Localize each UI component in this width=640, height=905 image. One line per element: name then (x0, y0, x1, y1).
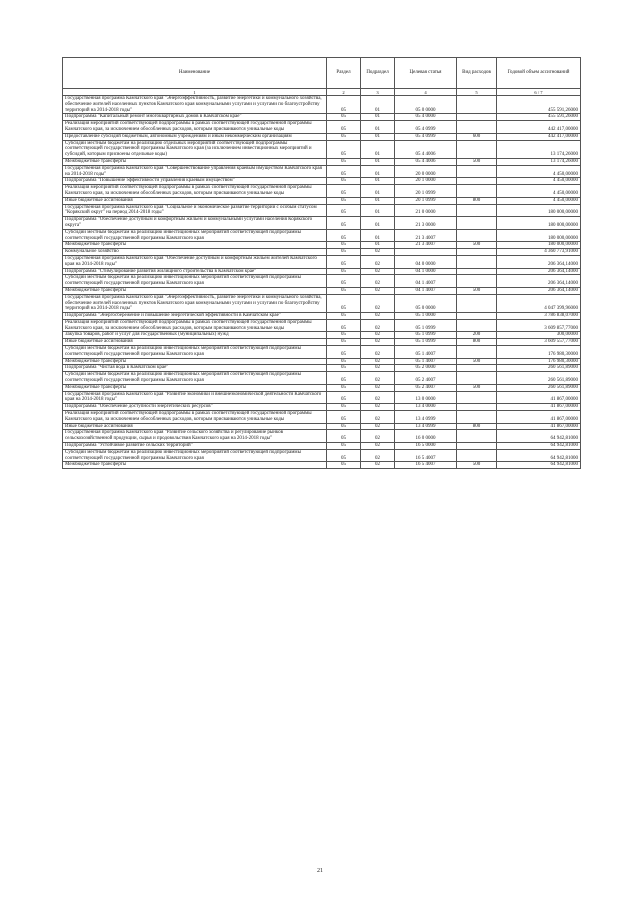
cell-podrazdel: 01 (361, 197, 395, 204)
table-row (63, 229, 581, 242)
cell-csr (395, 249, 457, 256)
cell-vr (457, 96, 497, 114)
cell-csr: 20 1 0000 (395, 178, 457, 185)
cell-vr: 800 (457, 423, 497, 430)
cell-csr: 21 3 4007 (395, 242, 457, 249)
cell-name: Субсидии местным бюджетам на реализацию инвестиционных мероприятий соответствующей подпрограммы соответствующей государственной программы Камчатского края (63, 275, 327, 288)
budget-table (62, 57, 581, 469)
cell-vr (457, 411, 497, 424)
cell-name: Иные бюджетные ассигнования (63, 339, 327, 346)
cell-podrazdel: 02 (361, 268, 395, 275)
cell-csr: 13 4 0000 (395, 404, 457, 411)
cell-sum: 64 942,81000 (497, 430, 581, 443)
cell-podrazdel: 02 (361, 430, 395, 443)
cell-podrazdel: 02 (361, 339, 395, 346)
column-number: 3 (376, 90, 379, 95)
cell-podrazdel: 02 (361, 404, 395, 411)
cell-name: Субсидии местным бюджетам на реализацию инвестиционных мероприятий соответствующей подпрограммы соответствующей государственной программы Камчатского края (63, 229, 327, 242)
cell-vr (457, 140, 497, 158)
cell-razdel: 05 (327, 217, 361, 230)
cell-vr: 200 (457, 332, 497, 339)
page-number: 21 (317, 868, 323, 874)
cell-name: Подпрограмма "Обеспечение доступности энергетических ресурсов" (63, 404, 327, 411)
cell-podrazdel: 01 (361, 133, 395, 140)
table-row (63, 133, 581, 140)
cell-name: Реализация мероприятий соответствующей подпрограммы в рамках соответствующей государственной программы Камчатского края, за исключением обособленных расходов, которым присваиваются уникальные коды (63, 121, 327, 134)
cell-name: Субсидии местным бюджетам на реализацию инвестиционных мероприятий соответствующей подпрограммы соответствующей государственной программы Камчатского края (63, 449, 327, 462)
cell-sum: 13 174,26000 (497, 158, 581, 165)
cell-sum: 4 450,00000 (497, 178, 581, 185)
cell-name: Межбюджетные трансферты (63, 358, 327, 365)
cell-podrazdel: 02 (361, 346, 395, 359)
header-csr: Целевая статья (395, 58, 457, 89)
cell-vr (457, 268, 497, 275)
table-row (63, 96, 581, 114)
cell-vr (457, 121, 497, 134)
cell-vr: 500 (457, 242, 497, 249)
cell-sum: 455 591,26000 (497, 114, 581, 121)
header-razdel: Раздел (327, 58, 361, 89)
cell-sum: 41 867,00000 (497, 423, 581, 430)
cell-csr: 05 1 0999 (395, 332, 457, 339)
cell-name: Реализация мероприятий соответствующей подпрограммы в рамках соответствующей государственной программы Камчатского края, за исключением обособленных расходов, которым присваиваются уникальные коды (63, 319, 327, 332)
cell-csr: 05 4 0999 (395, 133, 457, 140)
table-row (63, 268, 581, 275)
cell-podrazdel: 02 (361, 384, 395, 391)
cell-sum: 4 450,00000 (497, 165, 581, 178)
cell-vr (457, 114, 497, 121)
cell-name: Подпрограмма "Обеспечение доступным и комфортным жильем и коммунальными услугами населения Корякского округа" (63, 217, 327, 230)
cell-sum: 206 364,14000 (497, 287, 581, 294)
cell-razdel: 05 (327, 365, 361, 372)
cell-podrazdel: 01 (361, 96, 395, 114)
cell-sum: 206 364,14000 (497, 275, 581, 288)
cell-sum: 64 942,81000 (497, 462, 581, 469)
cell-podrazdel: 02 (361, 411, 395, 424)
cell-vr: 500 (457, 358, 497, 365)
cell-name: Подпрограмма "Капитальный ремонт многоквартирных домов в Камчатском крае" (63, 114, 327, 121)
cell-csr: 13 4 0999 (395, 423, 457, 430)
cell-podrazdel: 02 (361, 313, 395, 320)
cell-razdel: 05 (327, 423, 361, 430)
cell-csr: 04 1 4007 (395, 275, 457, 288)
cell-sum: 4 450,00000 (497, 185, 581, 198)
cell-sum: 300,00000 (497, 332, 581, 339)
cell-podrazdel: 01 (361, 121, 395, 134)
cell-razdel: 05 (327, 411, 361, 424)
cell-podrazdel: 02 (361, 462, 395, 469)
cell-razdel: 05 (327, 275, 361, 288)
cell-csr: 05 1 4007 (395, 358, 457, 365)
cell-csr: 05 2 4007 (395, 372, 457, 385)
cell-name: Межбюджетные трансферты (63, 384, 327, 391)
cell-csr: 20 1 0999 (395, 185, 457, 198)
cell-vr (457, 275, 497, 288)
cell-razdel: 05 (327, 430, 361, 443)
cell-vr (457, 319, 497, 332)
cell-name: Государственная программа Камчатского края "Энергоэффективность, развитие энергетики и коммунального хозяйства, обеспечение жителей населенных пунктов Камчатского края коммунальными услугами и услугами по благоустройству территорий на 2014-2018 годы" (63, 294, 327, 312)
column-number: 7 (540, 90, 543, 95)
cell-csr: 05 1 0999 (395, 339, 457, 346)
cell-sum: 260 561,89000 (497, 372, 581, 385)
cell-name: Подпрограмма "Энергосбережение и повышение энергетической эффективности в Камчатском крае" (63, 313, 327, 320)
cell-razdel: 05 (327, 339, 361, 346)
cell-razdel: 05 (327, 114, 361, 121)
table-row (63, 372, 581, 385)
cell-name: Подпрограмма "Повышение эффективности управления краевым имуществом" (63, 178, 327, 185)
cell-csr: 05 0 0000 (395, 294, 457, 312)
table-row (63, 287, 581, 294)
header-podrazdel: Подраздел (361, 58, 395, 89)
cell-razdel: 05 (327, 391, 361, 404)
cell-csr: 21 3 0000 (395, 217, 457, 230)
cell-vr (457, 217, 497, 230)
cell-vr (457, 449, 497, 462)
cell-razdel: 05 (327, 384, 361, 391)
cell-razdel: 05 (327, 197, 361, 204)
cell-razdel: 05 (327, 178, 361, 185)
cell-podrazdel: 01 (361, 140, 395, 158)
cell-name: Реализация мероприятий соответствующей подпрограммы в рамках соответствующей государственной программы Камчатского края, за исключением обособленных расходов, которым присваиваются уникальные коды (63, 411, 327, 424)
table-row (63, 449, 581, 462)
cell-razdel: 05 (327, 121, 361, 134)
cell-podrazdel: 01 (361, 229, 395, 242)
cell-sum: 180 000,00000 (497, 229, 581, 242)
cell-razdel: 05 (327, 346, 361, 359)
cell-podrazdel: 01 (361, 242, 395, 249)
table-header-row (63, 58, 581, 89)
cell-razdel: 05 (327, 185, 361, 198)
cell-csr: 05 2 4007 (395, 384, 457, 391)
cell-podrazdel: 01 (361, 178, 395, 185)
cell-sum: 442 417,00000 (497, 121, 581, 134)
cell-podrazdel: 02 (361, 319, 395, 332)
cell-name: Государственная программа Камчатского края "Социальное и экономическое развитие территории с особым статусом "Корякский округ" на период 2014-2018 годы" (63, 204, 327, 217)
cell-razdel: 05 (327, 133, 361, 140)
cell-vr (457, 346, 497, 359)
cell-csr: 20 0 0000 (395, 165, 457, 178)
column-number: 1 (63, 89, 327, 96)
cell-razdel: 05 (327, 319, 361, 332)
cell-vr (457, 365, 497, 372)
cell-razdel: 05 (327, 462, 361, 469)
cell-razdel: 05 (327, 332, 361, 339)
cell-vr: 800 (457, 197, 497, 204)
cell-podrazdel: 01 (361, 165, 395, 178)
cell-podrazdel: 02 (361, 255, 395, 268)
table-row (63, 423, 581, 430)
cell-csr: 13 0 0000 (395, 391, 457, 404)
table-row (63, 249, 581, 256)
table-row (63, 384, 581, 391)
cell-razdel: 05 (327, 96, 361, 114)
cell-sum: 3 609 857,77000 (497, 319, 581, 332)
column-number: 6 / 7 (497, 89, 581, 96)
cell-sum: 180 000,00000 (497, 242, 581, 249)
table-row (63, 332, 581, 339)
cell-name: Коммунальное хозяйство (63, 249, 327, 256)
table-row (63, 158, 581, 165)
table-row (63, 339, 581, 346)
cell-csr: 05 1 4007 (395, 346, 457, 359)
cell-vr (457, 255, 497, 268)
table-row (63, 140, 581, 158)
cell-name: Иные бюджетные ассигнования (63, 423, 327, 430)
cell-sum: 260 561,89000 (497, 384, 581, 391)
cell-csr: 05 4 4006 (395, 140, 457, 158)
cell-csr: 13 4 0999 (395, 411, 457, 424)
table-row (63, 391, 581, 404)
cell-razdel: 05 (327, 158, 361, 165)
cell-razdel: 05 (327, 255, 361, 268)
cell-vr: 500 (457, 462, 497, 469)
table-row (63, 358, 581, 365)
cell-razdel: 05 (327, 140, 361, 158)
cell-vr (457, 185, 497, 198)
cell-name: Субсидии местным бюджетам на реализацию отдельных мероприятий соответствующей подпрограммы соответствующей государственной программы Камчатского края (за исключением инвестиционных мероприятий и субсидий, которым присвоены отдельные коды) (63, 140, 327, 158)
column-number: 5 (457, 89, 497, 96)
cell-podrazdel: 02 (361, 275, 395, 288)
cell-razdel: 05 (327, 268, 361, 275)
cell-csr: 21 0 0000 (395, 204, 457, 217)
cell-name: Межбюджетные трансферты (63, 287, 327, 294)
cell-razdel: 05 (327, 443, 361, 450)
cell-sum: 180 000,00000 (497, 217, 581, 230)
table-row (63, 114, 581, 121)
cell-podrazdel: 02 (361, 372, 395, 385)
cell-sum: 64 942,81000 (497, 449, 581, 462)
cell-csr: 16 5 4007 (395, 462, 457, 469)
cell-csr: 05 4 0999 (395, 121, 457, 134)
cell-razdel: 05 (327, 204, 361, 217)
cell-sum: 176 980,30000 (497, 358, 581, 365)
cell-csr: 21 3 4007 (395, 229, 457, 242)
cell-vr: 800 (457, 339, 497, 346)
table-row (63, 430, 581, 443)
cell-name: Государственная программа Камчатского края "Обеспечение доступным и комфортным жильем жителей Камчатского края на 2014-2018 годы" (63, 255, 327, 268)
cell-vr (457, 372, 497, 385)
cell-podrazdel: 01 (361, 114, 395, 121)
header-name: Наименование (63, 58, 327, 89)
cell-podrazdel: 02 (361, 332, 395, 339)
cell-podrazdel: 02 (361, 287, 395, 294)
table-row (63, 313, 581, 320)
cell-podrazdel: 02 (361, 423, 395, 430)
cell-vr (457, 313, 497, 320)
cell-csr: 04 1 4007 (395, 287, 457, 294)
table-row (63, 411, 581, 424)
cell-sum: 206 364,14000 (497, 255, 581, 268)
cell-vr (457, 294, 497, 312)
cell-sum: 13 174,26000 (497, 140, 581, 158)
cell-vr (457, 204, 497, 217)
header-vr: Вид расходов (457, 58, 497, 89)
table-row (63, 462, 581, 469)
cell-razdel: 05 (327, 372, 361, 385)
cell-vr: 500 (457, 384, 497, 391)
cell-name: Предоставление субсидий бюджетным, автономным учреждениям и иным некоммерческим организациям (63, 133, 327, 140)
cell-sum: 455 591,26000 (497, 96, 581, 114)
cell-csr: 05 4 4006 (395, 158, 457, 165)
cell-vr (457, 430, 497, 443)
cell-csr: 05 1 0999 (395, 319, 457, 332)
cell-sum: 4 450,00000 (497, 197, 581, 204)
cell-podrazdel: 02 (361, 365, 395, 372)
column-number-row (63, 89, 581, 96)
cell-podrazdel: 02 (361, 449, 395, 462)
cell-sum: 3 609 557,77000 (497, 339, 581, 346)
cell-vr (457, 178, 497, 185)
cell-razdel: 05 (327, 313, 361, 320)
cell-razdel: 05 (327, 165, 361, 178)
cell-name: Субсидии местным бюджетам на реализацию инвестиционных мероприятий соответствующей подпрограммы соответствующей государственной программы Камчатского края (63, 346, 327, 359)
cell-sum: 176 980,30000 (497, 346, 581, 359)
cell-razdel: 05 (327, 449, 361, 462)
cell-podrazdel: 01 (361, 158, 395, 165)
cell-sum: 4 360 773,91000 (497, 249, 581, 256)
cell-csr: 16 0 0000 (395, 430, 457, 443)
cell-csr: 04 0 0000 (395, 255, 457, 268)
table-row (63, 275, 581, 288)
cell-vr (457, 443, 497, 450)
table-row (63, 165, 581, 178)
cell-csr: 16 5 4007 (395, 449, 457, 462)
cell-vr: 600 (457, 133, 497, 140)
cell-razdel: 05 (327, 242, 361, 249)
table-row (63, 443, 581, 450)
cell-sum: 206 364,14000 (497, 268, 581, 275)
cell-razdel: 05 (327, 358, 361, 365)
table-row (63, 178, 581, 185)
cell-vr: 500 (457, 287, 497, 294)
cell-csr: 04 1 0000 (395, 268, 457, 275)
table-row (63, 185, 581, 198)
cell-razdel: 05 (327, 229, 361, 242)
cell-sum: 41 867,00000 (497, 411, 581, 424)
column-number: 4 (395, 89, 457, 96)
cell-name: Межбюджетные трансферты (63, 158, 327, 165)
table-row (63, 121, 581, 134)
cell-sum: 41 867,00000 (497, 404, 581, 411)
cell-podrazdel: 01 (361, 217, 395, 230)
cell-razdel: 05 (327, 249, 361, 256)
cell-razdel: 05 (327, 294, 361, 312)
table-row (63, 365, 581, 372)
cell-name: Межбюджетные трансферты (63, 242, 327, 249)
cell-podrazdel: 02 (361, 391, 395, 404)
cell-podrazdel: 02 (361, 358, 395, 365)
table-row (63, 255, 581, 268)
cell-name: Подпрограмма "Чистая вода в Камчатском крае" (63, 365, 327, 372)
table-row (63, 404, 581, 411)
cell-sum: 180 000,00000 (497, 204, 581, 217)
cell-csr: 16 5 0000 (395, 443, 457, 450)
cell-name: Государственная программа Камчатского края "Развитие сельского хозяйства и регулирование рынков сельскохозяйственной продукции, сырья и продовольствия Камчатского края на 2014-2018 годы" (63, 430, 327, 443)
table-row (63, 217, 581, 230)
cell-csr: 05 0 0000 (395, 96, 457, 114)
cell-name: Реализация мероприятий соответствующей подпрограммы в рамках соответствующей государственной программы Камчатского края, за исключением обособленных расходов, которым присваиваются уникальные коды (63, 185, 327, 198)
table-row (63, 242, 581, 249)
cell-vr (457, 391, 497, 404)
table-row (63, 294, 581, 312)
cell-vr (457, 165, 497, 178)
cell-vr: 500 (457, 158, 497, 165)
cell-vr (457, 249, 497, 256)
cell-csr: 05 4 0000 (395, 114, 457, 121)
cell-name: Государственная программа Камчатского края "Совершенствование управления краевым имуществом Камчатского края на 2014-2018 годы" (63, 165, 327, 178)
cell-sum: 41 867,00000 (497, 391, 581, 404)
table-row (63, 346, 581, 359)
cell-podrazdel: 01 (361, 185, 395, 198)
cell-name: Государственная программа Камчатского края "Развитие экономики и внешнеэкономической деятельности Камчатского края на 2014-2018 годы" (63, 391, 327, 404)
table-row (63, 197, 581, 204)
cell-name: Государственная программа Камчатского края "Энергоэффективность, развитие энергетики и коммунального хозяйства, обеспечение жителей населенных пунктов Камчатского края коммунальными услугами и услугами по благоустройству территорий на 2014-2018 годы" (63, 96, 327, 114)
column-number: 6 (534, 90, 537, 95)
header-sum: Годовой объем ассигнований (497, 58, 581, 89)
cell-name: Подпрограмма "Стимулирование развития жилищного строительства в Камчатском крае" (63, 268, 327, 275)
cell-sum: 3 786 838,07000 (497, 313, 581, 320)
column-number: 2 (327, 89, 361, 96)
cell-vr (457, 404, 497, 411)
cell-podrazdel: 02 (361, 294, 395, 312)
cell-sum: 4 047 399,96000 (497, 294, 581, 312)
table-row (63, 319, 581, 332)
cell-name: Иные бюджетные ассигнования (63, 197, 327, 204)
cell-name: Подпрограмма "Устойчивое развитие сельских территорий" (63, 443, 327, 450)
cell-podrazdel: 02 (361, 443, 395, 450)
cell-csr: 20 1 0999 (395, 197, 457, 204)
cell-razdel: 05 (327, 287, 361, 294)
cell-name: Межбюджетные трансферты (63, 462, 327, 469)
cell-sum: 442 417,00000 (497, 133, 581, 140)
table-row (63, 204, 581, 217)
cell-razdel: 05 (327, 404, 361, 411)
cell-sum: 64 942,81000 (497, 443, 581, 450)
cell-csr: 05 2 0000 (395, 365, 457, 372)
column-number (361, 89, 395, 96)
cell-csr: 05 1 0000 (395, 313, 457, 320)
cell-podrazdel: 01 (361, 204, 395, 217)
cell-vr (457, 229, 497, 242)
cell-name: Субсидии местным бюджетам на реализацию инвестиционных мероприятий соответствующей подпрограммы соответствующей государственной программы Камчатского края (63, 372, 327, 385)
cell-podrazdel: 02 (361, 249, 395, 256)
cell-sum: 260 561,89000 (497, 365, 581, 372)
cell-name: Закупка товаров, работ и услуг для государственных (муниципальных) нужд (63, 332, 327, 339)
